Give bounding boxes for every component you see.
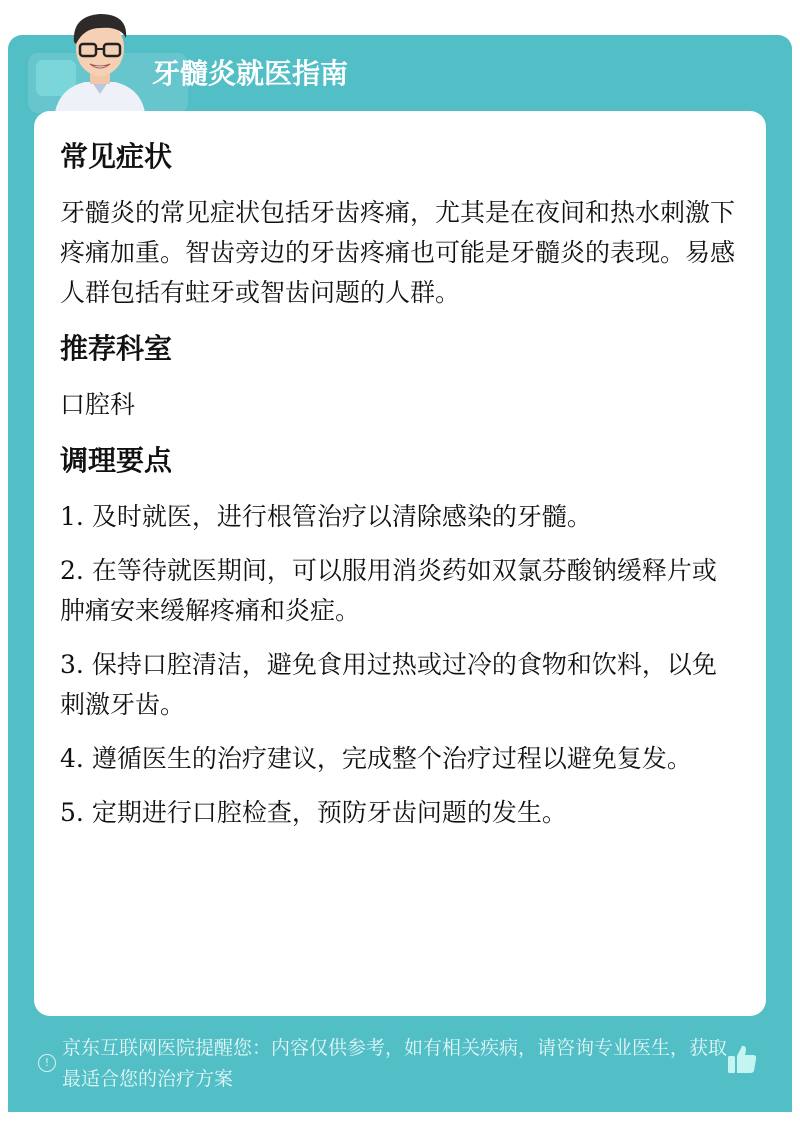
disclaimer-text: 京东互联网医院提醒您：内容仅供参考，如有相关疾病，请咨询专业医生，获取最适合您的治疗方案 [62, 1037, 728, 1090]
item-number: 4. [60, 744, 84, 773]
item-text: 定期进行口腔检查，预防牙齿问题的发生。 [91, 798, 567, 827]
symptoms-text: 牙髓炎的常见症状包括牙齿疼痛，尤其是在夜间和热水刺激下疼痛加重。智齿旁边的牙齿疼痛也可能是牙髓炎的表现。易感人群包括有蛀牙或智齿问题的人群。 [60, 198, 736, 307]
content-card [34, 111, 766, 1016]
doctor-avatar [50, 8, 150, 112]
list-item [60, 739, 740, 779]
item-number: 5. [60, 798, 84, 827]
section-heading-care: 调理要点 [60, 444, 173, 477]
list-item [60, 497, 740, 537]
page-title: 牙髓炎就医指南 [152, 57, 349, 90]
department-text: 口腔科 [60, 390, 136, 419]
thumbs-up-icon[interactable] [726, 1043, 758, 1075]
item-text: 遵循医生的治疗建议，完成整个治疗过程以避免复发。 [91, 744, 692, 773]
list-item [60, 793, 740, 833]
item-text: 在等待就医期间，可以服用消炎药如双氯芬酸钠缓释片或肿痛安来缓解疼痛和炎症。 [60, 556, 717, 625]
item-number: 2. [60, 556, 84, 585]
section-heading-department: 推荐科室 [60, 332, 173, 365]
section-heading-symptoms: 常见症状 [60, 140, 173, 173]
item-number: 3. [60, 650, 84, 679]
item-number: 1. [60, 502, 84, 531]
info-icon: ! [38, 1054, 56, 1072]
list-item [60, 551, 740, 631]
item-text: 保持口腔清洁，避免食用过热或过冷的食物和饮料，以免刺激牙齿。 [60, 650, 717, 719]
list-item [60, 645, 740, 725]
item-text: 及时就医，进行根管治疗以清除感染的牙髓。 [91, 502, 592, 531]
